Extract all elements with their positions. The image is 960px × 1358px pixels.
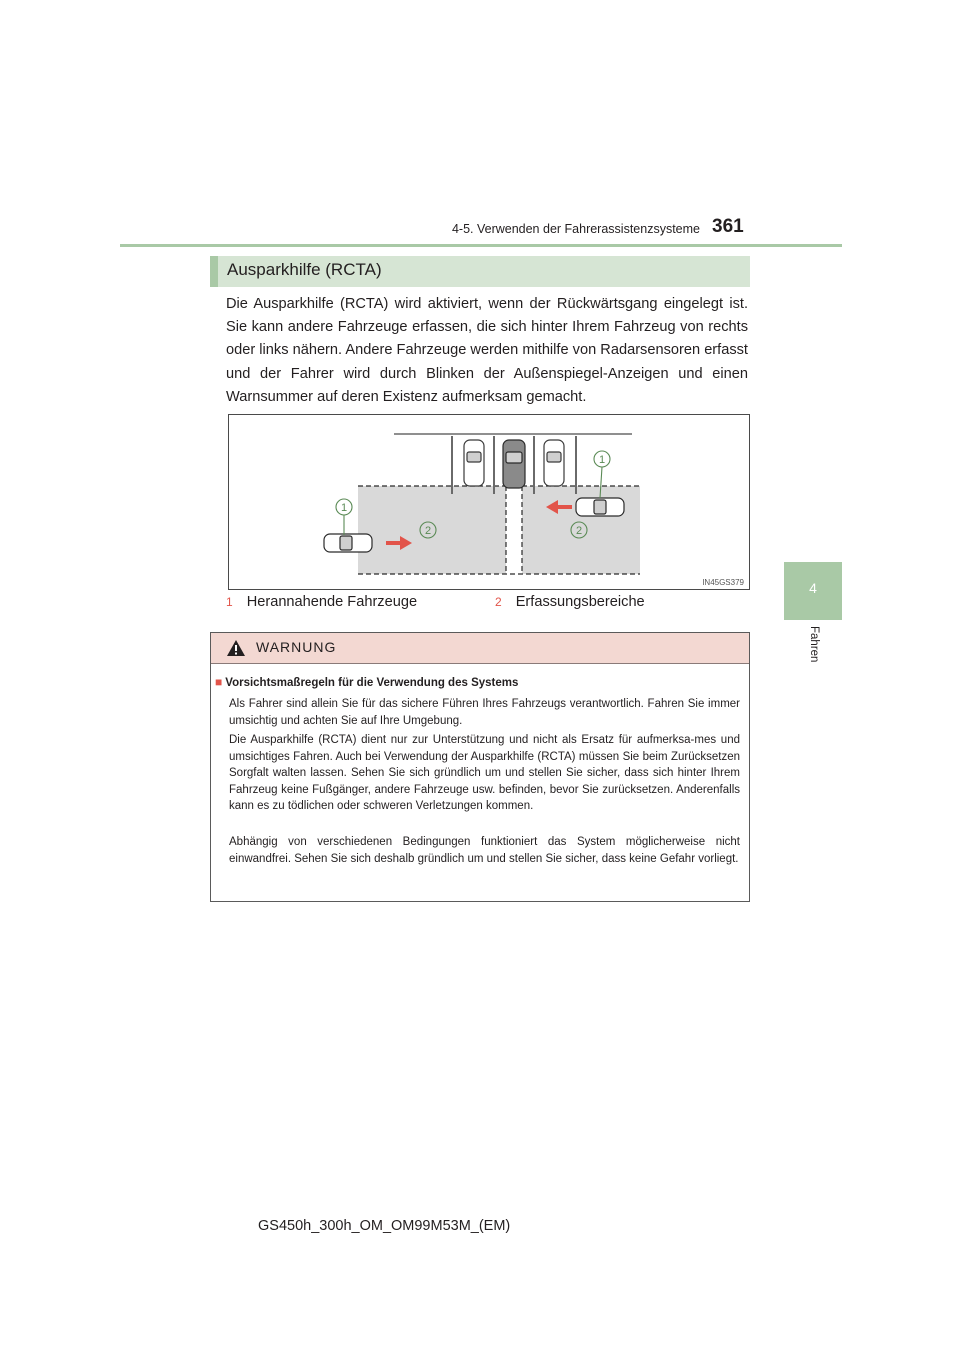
warning-paragraph: Die Ausparkhilfe (RCTA) dient nur zur Unterstützung und nicht als Ersatz für aufmerksa-mes und umsichtiges Fahren. Auch bei Verwendung der Ausparkhilfe (RCTA) müssen Sie beim Zurücksetzen Sorgfalt walten lassen. Sehen Sie sich gründlich um und stellen Sie sicher, dass sich hinter Ihrem Fahrzeug keine Fußgänger, andere Fahrzeuge usw. befinden, bevor Sie zurücksetzen. Anderenfalls kann es zu tödlichen oder schweren Verletzungen kommen.: [229, 734, 740, 813]
legend-number: 2: [495, 595, 502, 609]
callout-2-left: 2: [424, 525, 432, 537]
warning-subheading-text: Vorsichtsmaßregeln für die Verwendung des Systems: [225, 677, 519, 689]
legend-item: [495, 594, 645, 610]
parked-car-right: [544, 440, 564, 486]
square-bullet-icon: ■: [215, 675, 223, 689]
approaching-car-left: [324, 534, 372, 552]
chapter-label: Fahren: [808, 626, 820, 663]
warning-paragraph: Als Fahrer sind allein Sie für das sichere Führen Ihres Fahrzeugs verantwortlich. Fahren Sie immer umsichtig und achten Sie auf Ihre Umgebung.: [229, 698, 740, 727]
legend-text: Erfassungsbereiche: [515, 594, 645, 610]
legend-item: [226, 594, 417, 610]
warning-paragraph: Abhängig von verschiedenen Bedingungen funktioniert das System möglicherweise nicht einwandfrei. Sehen Sie sich deshalb gründlich um und stellen Sie sicher, dass keine Gefahr vorliegt.: [229, 836, 740, 865]
model-code-footer: GS450h_300h_OM_OM99M53M_(EM): [258, 1218, 511, 1234]
legend-number: 1: [226, 595, 233, 609]
section-heading: [210, 256, 750, 287]
rcta-illustration: [228, 414, 750, 590]
warning-subheading: [215, 675, 518, 689]
legend-text: Herannahende Fahrzeuge: [246, 594, 418, 610]
warning-triangle-icon: [226, 639, 246, 657]
chapter-number: 4: [809, 580, 817, 596]
detection-zone-left: [358, 486, 506, 574]
approaching-car-right: [576, 498, 624, 516]
callout-1-right: 1: [598, 454, 606, 466]
page-number: 361: [712, 216, 744, 237]
running-header-section: 4-5. Verwenden der Fahrerassistenzsysteme: [451, 222, 700, 236]
warning-title: WARNUNG: [256, 639, 337, 655]
callout-1-left: 1: [340, 502, 348, 514]
parked-car-left: [464, 440, 484, 486]
header-rule: [120, 244, 842, 247]
own-car: [503, 440, 525, 488]
section-title: Ausparkhilfe (RCTA): [227, 260, 382, 279]
image-code: IN45GS379: [702, 578, 744, 587]
intro-paragraph: Die Ausparkhilfe (RCTA) wird aktiviert, wenn der Rückwärtsgang eingelegt ist. Sie kann andere Fahrzeuge erfassen, die sich hinter Ihrem Fahrzeug von rechts oder links nähern. Andere Fahrzeuge werden mithilfe von Radarsensoren erfasst und der Fahrer wird durch Blinken der Außenspiegel-Anzeigen und einen Warnsummer auf deren Existenz aufmerksam gemacht.: [226, 296, 748, 405]
callout-2-right: 2: [575, 525, 583, 537]
